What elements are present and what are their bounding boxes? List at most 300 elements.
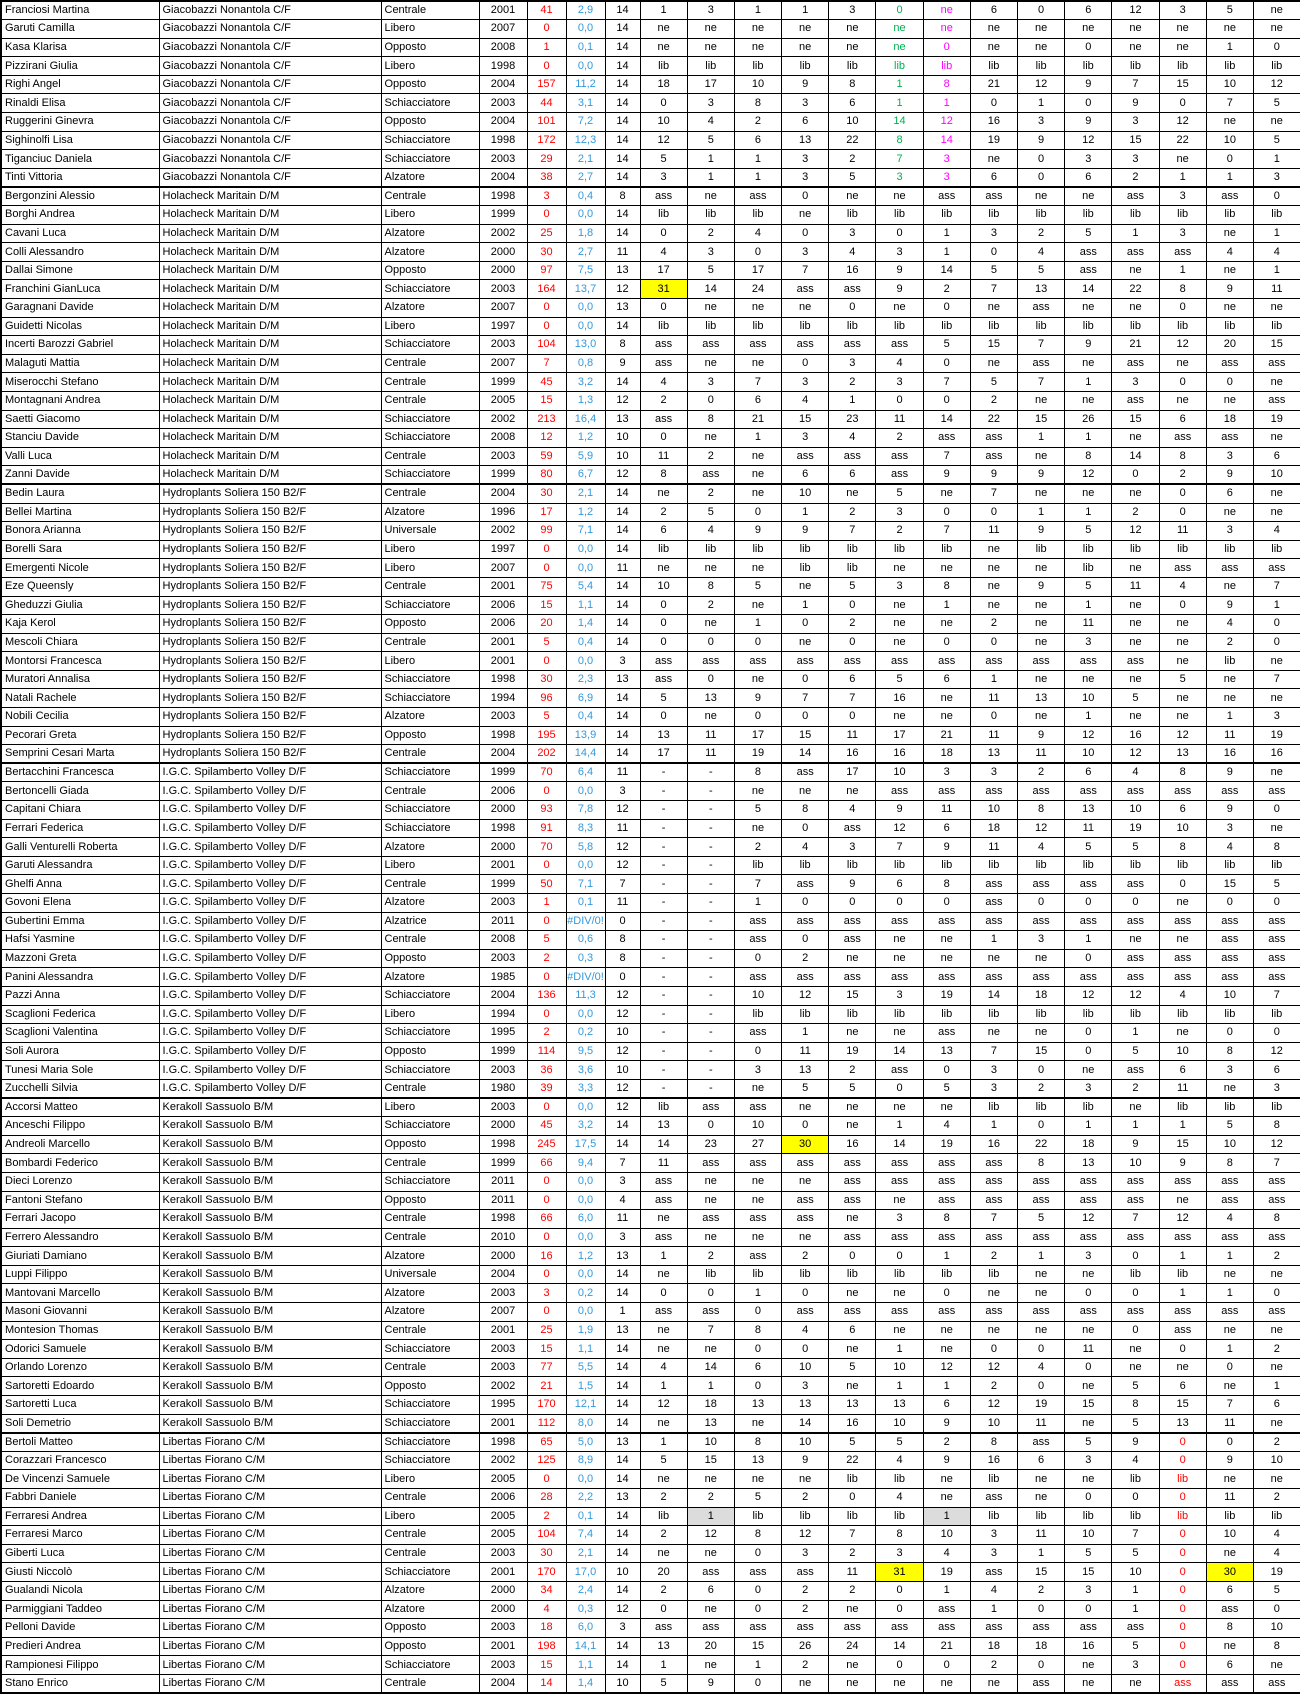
match-score-cell[interactable]: ass: [829, 1154, 876, 1173]
match-score-cell[interactable]: 0: [782, 615, 829, 634]
role-cell[interactable]: Centrale: [381, 1228, 479, 1247]
match-score-cell[interactable]: 8: [923, 1210, 970, 1229]
match-score-cell[interactable]: lib: [1112, 206, 1159, 225]
match-score-cell[interactable]: lib: [1018, 540, 1065, 559]
match-score-cell[interactable]: 19: [1253, 410, 1300, 429]
match-score-cell[interactable]: lib: [1159, 1265, 1206, 1284]
team-cell[interactable]: Giacobazzi Nonantola C/F: [159, 57, 381, 76]
match-score-cell[interactable]: 14: [876, 113, 923, 132]
games-played-cell[interactable]: 3: [605, 782, 640, 801]
match-score-cell[interactable]: ne: [1159, 894, 1206, 913]
match-score-cell[interactable]: ne: [1018, 596, 1065, 615]
match-score-cell[interactable]: ne: [1159, 615, 1206, 634]
match-score-cell[interactable]: ass: [829, 336, 876, 355]
match-score-cell[interactable]: ne: [640, 1340, 687, 1359]
match-score-cell[interactable]: ass: [1253, 391, 1300, 410]
match-score-cell[interactable]: 5: [1206, 1117, 1253, 1136]
match-score-cell[interactable]: 1: [1065, 373, 1112, 392]
average-points-cell[interactable]: 13,0: [566, 336, 605, 355]
match-score-cell[interactable]: ne: [687, 615, 734, 634]
match-score-cell[interactable]: 3: [876, 1544, 923, 1563]
player-name-cell[interactable]: Borghi Andrea: [1, 206, 159, 225]
player-name-cell[interactable]: Rinaldi Elisa: [1, 94, 159, 113]
match-score-cell[interactable]: 4: [687, 522, 734, 541]
match-score-cell[interactable]: 0: [1159, 1433, 1206, 1452]
role-cell[interactable]: Schiacciatore: [381, 1451, 479, 1470]
match-score-cell[interactable]: 0: [687, 1117, 734, 1136]
match-score-cell[interactable]: 1: [1253, 1377, 1300, 1396]
match-score-cell[interactable]: ass: [1206, 1600, 1253, 1619]
total-points-cell[interactable]: 0: [527, 782, 566, 801]
match-score-cell[interactable]: 15: [1018, 1042, 1065, 1061]
year-cell[interactable]: 2001: [479, 1321, 527, 1340]
average-points-cell[interactable]: #DIV/0!: [566, 912, 605, 931]
match-score-cell[interactable]: lib: [1159, 206, 1206, 225]
match-score-cell[interactable]: -: [687, 801, 734, 820]
role-cell[interactable]: Schiacciatore: [381, 429, 479, 448]
team-cell[interactable]: Hydroplants Soliera 150 B2/F: [159, 689, 381, 708]
match-score-cell[interactable]: 6: [1159, 1061, 1206, 1080]
match-score-cell[interactable]: 10: [970, 801, 1017, 820]
average-points-cell[interactable]: 9,4: [566, 1154, 605, 1173]
match-score-cell[interactable]: ass: [1159, 1303, 1206, 1322]
match-score-cell[interactable]: 3: [1112, 150, 1159, 169]
games-played-cell[interactable]: 14: [605, 1284, 640, 1303]
match-score-cell[interactable]: ne: [1018, 633, 1065, 652]
match-score-cell[interactable]: 16: [829, 1414, 876, 1433]
match-score-cell[interactable]: 2: [970, 1656, 1017, 1675]
match-score-cell[interactable]: ne: [829, 1284, 876, 1303]
match-score-cell[interactable]: 9: [1065, 113, 1112, 132]
total-points-cell[interactable]: 20: [527, 615, 566, 634]
match-score-cell[interactable]: 0: [1112, 1247, 1159, 1266]
match-score-cell[interactable]: 0: [734, 633, 781, 652]
match-score-cell[interactable]: ass: [1206, 1191, 1253, 1210]
match-score-cell[interactable]: 13: [640, 1637, 687, 1656]
team-cell[interactable]: Libertas Fiorano C/M: [159, 1470, 381, 1489]
average-points-cell[interactable]: 0,0: [566, 1265, 605, 1284]
games-played-cell[interactable]: 12: [605, 1098, 640, 1117]
match-score-cell[interactable]: 2: [1018, 1079, 1065, 1098]
match-score-cell[interactable]: ass: [1206, 1303, 1253, 1322]
match-score-cell[interactable]: ass: [829, 1303, 876, 1322]
match-score-cell[interactable]: lib: [734, 206, 781, 225]
match-score-cell[interactable]: ne: [1206, 261, 1253, 280]
match-score-cell[interactable]: ass: [734, 1247, 781, 1266]
team-cell[interactable]: Holacheck Maritain D/M: [159, 187, 381, 206]
match-score-cell[interactable]: ne: [1159, 150, 1206, 169]
match-score-cell[interactable]: lib: [1065, 317, 1112, 336]
match-score-cell[interactable]: ass: [1206, 782, 1253, 801]
role-cell[interactable]: Schiacciatore: [381, 410, 479, 429]
role-cell[interactable]: Libero: [381, 1098, 479, 1117]
match-score-cell[interactable]: ne: [734, 559, 781, 578]
match-score-cell[interactable]: -: [687, 1005, 734, 1024]
match-score-cell[interactable]: 16: [829, 1135, 876, 1154]
team-cell[interactable]: Holacheck Maritain D/M: [159, 410, 381, 429]
match-score-cell[interactable]: 1: [970, 931, 1017, 950]
player-name-cell[interactable]: Rampionesi Filippo: [1, 1656, 159, 1675]
match-score-cell[interactable]: ne: [1018, 708, 1065, 727]
year-cell[interactable]: 1995: [479, 1396, 527, 1415]
year-cell[interactable]: 2003: [479, 1544, 527, 1563]
match-score-cell[interactable]: lib: [640, 317, 687, 336]
match-score-cell[interactable]: 16: [829, 261, 876, 280]
year-cell[interactable]: 2002: [479, 224, 527, 243]
match-score-cell[interactable]: ne: [1253, 113, 1300, 132]
match-score-cell[interactable]: ass: [1206, 354, 1253, 373]
match-score-cell[interactable]: 9: [1206, 1451, 1253, 1470]
player-name-cell[interactable]: Andreoli Marcello: [1, 1135, 159, 1154]
match-score-cell[interactable]: 2: [923, 280, 970, 299]
match-score-cell[interactable]: 4: [640, 1358, 687, 1377]
match-score-cell[interactable]: 5: [1065, 1433, 1112, 1452]
average-points-cell[interactable]: 1,5: [566, 1377, 605, 1396]
match-score-cell[interactable]: 5: [1253, 94, 1300, 113]
match-score-cell[interactable]: 0: [829, 708, 876, 727]
match-score-cell[interactable]: 1: [734, 615, 781, 634]
match-score-cell[interactable]: lib: [829, 317, 876, 336]
match-score-cell[interactable]: 9: [1065, 336, 1112, 355]
match-score-cell[interactable]: lib: [1206, 1507, 1253, 1526]
match-score-cell[interactable]: 8: [970, 1433, 1017, 1452]
match-score-cell[interactable]: lib: [1206, 317, 1253, 336]
match-score-cell[interactable]: 13: [687, 689, 734, 708]
match-score-cell[interactable]: 11: [970, 838, 1017, 857]
match-score-cell[interactable]: ne: [1159, 20, 1206, 39]
match-score-cell[interactable]: 5: [1159, 670, 1206, 689]
match-score-cell[interactable]: ass: [1112, 1061, 1159, 1080]
match-score-cell[interactable]: ne: [1065, 1414, 1112, 1433]
match-score-cell[interactable]: 0: [1253, 615, 1300, 634]
match-score-cell[interactable]: lib: [782, 856, 829, 875]
match-score-cell[interactable]: lib: [1065, 540, 1112, 559]
match-score-cell[interactable]: -: [687, 912, 734, 931]
match-score-cell[interactable]: lib: [829, 856, 876, 875]
games-played-cell[interactable]: 12: [605, 838, 640, 857]
match-score-cell[interactable]: ne: [1253, 484, 1300, 503]
match-score-cell[interactable]: ass: [1206, 187, 1253, 206]
games-played-cell[interactable]: 14: [605, 224, 640, 243]
match-score-cell[interactable]: 0: [1159, 1544, 1206, 1563]
team-cell[interactable]: Hydroplants Soliera 150 B2/F: [159, 615, 381, 634]
match-score-cell[interactable]: 9: [734, 689, 781, 708]
match-score-cell[interactable]: 0: [782, 894, 829, 913]
match-score-cell[interactable]: 11: [1018, 1526, 1065, 1545]
match-score-cell[interactable]: 8: [1018, 1154, 1065, 1173]
match-score-cell[interactable]: 2: [782, 1581, 829, 1600]
games-played-cell[interactable]: 13: [605, 410, 640, 429]
match-score-cell[interactable]: ass: [1253, 949, 1300, 968]
team-cell[interactable]: Libertas Fiorano C/M: [159, 1544, 381, 1563]
team-cell[interactable]: Holacheck Maritain D/M: [159, 317, 381, 336]
match-score-cell[interactable]: ne: [1018, 38, 1065, 57]
team-cell[interactable]: Kerakoll Sassuolo B/M: [159, 1284, 381, 1303]
match-score-cell[interactable]: 12: [782, 1526, 829, 1545]
match-score-cell[interactable]: lib: [734, 317, 781, 336]
match-score-cell[interactable]: 5: [687, 503, 734, 522]
match-score-cell[interactable]: ass: [1253, 1674, 1300, 1693]
average-points-cell[interactable]: 8,9: [566, 1451, 605, 1470]
match-score-cell[interactable]: ne: [687, 354, 734, 373]
player-name-cell[interactable]: Sartoretti Edoardo: [1, 1377, 159, 1396]
match-score-cell[interactable]: 5: [1112, 689, 1159, 708]
match-score-cell[interactable]: 10: [1206, 986, 1253, 1005]
match-score-cell[interactable]: 0: [829, 894, 876, 913]
match-score-cell[interactable]: ne: [923, 559, 970, 578]
match-score-cell[interactable]: 5: [734, 577, 781, 596]
match-score-cell[interactable]: 14: [687, 1358, 734, 1377]
match-score-cell[interactable]: 15: [1159, 75, 1206, 94]
match-score-cell[interactable]: 0: [829, 1489, 876, 1508]
games-played-cell[interactable]: 14: [605, 708, 640, 727]
match-score-cell[interactable]: 7: [1018, 336, 1065, 355]
match-score-cell[interactable]: ass: [1065, 261, 1112, 280]
match-score-cell[interactable]: ass: [734, 652, 781, 671]
role-cell[interactable]: Centrale: [381, 931, 479, 950]
match-score-cell[interactable]: 3: [1253, 1079, 1300, 1098]
match-score-cell[interactable]: ne: [923, 689, 970, 708]
games-played-cell[interactable]: 14: [605, 1656, 640, 1675]
role-cell[interactable]: Centrale: [381, 354, 479, 373]
match-score-cell[interactable]: ass: [640, 410, 687, 429]
average-points-cell[interactable]: 7,5: [566, 261, 605, 280]
match-score-cell[interactable]: ne: [970, 20, 1017, 39]
match-score-cell[interactable]: 9: [1206, 280, 1253, 299]
games-played-cell[interactable]: 14: [605, 317, 640, 336]
match-score-cell[interactable]: ne: [1159, 633, 1206, 652]
match-score-cell[interactable]: ne: [782, 1172, 829, 1191]
games-played-cell[interactable]: 3: [605, 1228, 640, 1247]
year-cell[interactable]: 2003: [479, 949, 527, 968]
match-score-cell[interactable]: 16: [1065, 1637, 1112, 1656]
match-score-cell[interactable]: 13: [1159, 1414, 1206, 1433]
match-score-cell[interactable]: 5: [640, 1674, 687, 1693]
match-score-cell[interactable]: lib: [829, 1265, 876, 1284]
match-score-cell[interactable]: 14: [876, 1637, 923, 1656]
match-score-cell[interactable]: 11: [1065, 615, 1112, 634]
match-score-cell[interactable]: 14: [923, 410, 970, 429]
match-score-cell[interactable]: 13: [923, 1042, 970, 1061]
role-cell[interactable]: Opposto: [381, 38, 479, 57]
total-points-cell[interactable]: 25: [527, 224, 566, 243]
average-points-cell[interactable]: 7,2: [566, 113, 605, 132]
role-cell[interactable]: Schiacciatore: [381, 1024, 479, 1043]
match-score-cell[interactable]: 13: [1065, 801, 1112, 820]
games-played-cell[interactable]: 8: [605, 949, 640, 968]
games-played-cell[interactable]: 14: [605, 726, 640, 745]
match-score-cell[interactable]: ne: [876, 1674, 923, 1693]
match-score-cell[interactable]: ne: [782, 1470, 829, 1489]
match-score-cell[interactable]: 15: [970, 336, 1017, 355]
match-score-cell[interactable]: ass: [734, 187, 781, 206]
match-score-cell[interactable]: lib: [1159, 1470, 1206, 1489]
average-points-cell[interactable]: 2,2: [566, 1489, 605, 1508]
match-score-cell[interactable]: 3: [782, 1544, 829, 1563]
match-score-cell[interactable]: ne: [734, 596, 781, 615]
match-score-cell[interactable]: lib: [687, 57, 734, 76]
match-score-cell[interactable]: 15: [1018, 1563, 1065, 1582]
team-cell[interactable]: Giacobazzi Nonantola C/F: [159, 131, 381, 150]
total-points-cell[interactable]: 91: [527, 819, 566, 838]
match-score-cell[interactable]: 9: [1206, 596, 1253, 615]
match-score-cell[interactable]: 15: [1253, 336, 1300, 355]
player-name-cell[interactable]: Stano Enrico: [1, 1674, 159, 1693]
total-points-cell[interactable]: 0: [527, 856, 566, 875]
match-score-cell[interactable]: 0: [1159, 596, 1206, 615]
match-score-cell[interactable]: ne: [970, 559, 1017, 578]
team-cell[interactable]: Libertas Fiorano C/M: [159, 1489, 381, 1508]
match-score-cell[interactable]: ne: [782, 20, 829, 39]
match-score-cell[interactable]: 2: [1253, 1340, 1300, 1359]
match-score-cell[interactable]: 22: [829, 131, 876, 150]
total-points-cell[interactable]: 0: [527, 1265, 566, 1284]
player-name-cell[interactable]: Gualandi Nicola: [1, 1581, 159, 1600]
match-score-cell[interactable]: -: [640, 875, 687, 894]
match-score-cell[interactable]: 9: [1206, 466, 1253, 485]
match-score-cell[interactable]: 21: [923, 726, 970, 745]
match-score-cell[interactable]: ne: [1112, 1674, 1159, 1693]
match-score-cell[interactable]: 3: [876, 577, 923, 596]
match-score-cell[interactable]: lib: [1065, 856, 1112, 875]
match-score-cell[interactable]: -: [640, 1005, 687, 1024]
match-score-cell[interactable]: 9: [1018, 577, 1065, 596]
match-score-cell[interactable]: lib: [1159, 57, 1206, 76]
match-score-cell[interactable]: 3: [970, 1544, 1017, 1563]
match-score-cell[interactable]: 8: [829, 75, 876, 94]
match-score-cell[interactable]: 0: [829, 1247, 876, 1266]
match-score-cell[interactable]: 30: [782, 1135, 829, 1154]
match-score-cell[interactable]: 18: [970, 819, 1017, 838]
match-score-cell[interactable]: 17: [876, 726, 923, 745]
match-score-cell[interactable]: 6: [923, 1396, 970, 1415]
match-score-cell[interactable]: 4: [1112, 1451, 1159, 1470]
player-name-cell[interactable]: Fabbri Daniele: [1, 1489, 159, 1508]
match-score-cell[interactable]: 18: [1065, 1135, 1112, 1154]
match-score-cell[interactable]: 1: [923, 243, 970, 262]
match-score-cell[interactable]: 0: [970, 708, 1017, 727]
player-name-cell[interactable]: Bonora Arianna: [1, 522, 159, 541]
team-cell[interactable]: Kerakoll Sassuolo B/M: [159, 1228, 381, 1247]
player-name-cell[interactable]: Accorsi Matteo: [1, 1098, 159, 1117]
match-score-cell[interactable]: 23: [829, 410, 876, 429]
match-score-cell[interactable]: 14: [782, 745, 829, 764]
match-score-cell[interactable]: 16: [876, 745, 923, 764]
match-score-cell[interactable]: 11: [829, 1563, 876, 1582]
games-played-cell[interactable]: 14: [605, 633, 640, 652]
match-score-cell[interactable]: 0: [829, 633, 876, 652]
match-score-cell[interactable]: lib: [1206, 206, 1253, 225]
average-points-cell[interactable]: 12,3: [566, 131, 605, 150]
match-score-cell[interactable]: 12: [923, 113, 970, 132]
player-name-cell[interactable]: Semprini Cesari Marta: [1, 745, 159, 764]
match-score-cell[interactable]: lib: [1018, 856, 1065, 875]
match-score-cell[interactable]: ne: [1018, 20, 1065, 39]
average-points-cell[interactable]: 12,1: [566, 1396, 605, 1415]
match-score-cell[interactable]: ne: [829, 187, 876, 206]
match-score-cell[interactable]: ne: [923, 1098, 970, 1117]
match-score-cell[interactable]: ne: [1206, 1321, 1253, 1340]
year-cell[interactable]: 1998: [479, 670, 527, 689]
match-score-cell[interactable]: ne: [1018, 1265, 1065, 1284]
match-score-cell[interactable]: ass: [734, 931, 781, 950]
match-score-cell[interactable]: 0: [1018, 894, 1065, 913]
match-score-cell[interactable]: 0: [1065, 1358, 1112, 1377]
average-points-cell[interactable]: 0,1: [566, 1507, 605, 1526]
match-score-cell[interactable]: lib: [640, 1507, 687, 1526]
match-score-cell[interactable]: 1: [782, 1024, 829, 1043]
total-points-cell[interactable]: 213: [527, 410, 566, 429]
role-cell[interactable]: Opposto: [381, 949, 479, 968]
match-score-cell[interactable]: 0: [782, 1117, 829, 1136]
average-points-cell[interactable]: 5,4: [566, 577, 605, 596]
player-name-cell[interactable]: Bedin Laura: [1, 484, 159, 503]
match-score-cell[interactable]: 12: [1159, 1210, 1206, 1229]
match-score-cell[interactable]: 0: [1112, 1321, 1159, 1340]
match-score-cell[interactable]: -: [687, 949, 734, 968]
match-score-cell[interactable]: 8: [1159, 447, 1206, 466]
match-score-cell[interactable]: 0: [1159, 1451, 1206, 1470]
match-score-cell[interactable]: 3: [782, 243, 829, 262]
match-score-cell[interactable]: 9: [876, 280, 923, 299]
match-score-cell[interactable]: 5: [1253, 875, 1300, 894]
match-score-cell[interactable]: 1: [876, 1377, 923, 1396]
match-score-cell[interactable]: ass: [1065, 1619, 1112, 1638]
player-name-cell[interactable]: Govoni Elena: [1, 894, 159, 913]
match-score-cell[interactable]: 0: [1065, 1489, 1112, 1508]
match-score-cell[interactable]: 0: [1018, 1, 1065, 20]
match-score-cell[interactable]: ne: [829, 1098, 876, 1117]
match-score-cell[interactable]: 0: [970, 94, 1017, 113]
match-score-cell[interactable]: 3: [923, 763, 970, 782]
match-score-cell[interactable]: 0: [1206, 1358, 1253, 1377]
player-name-cell[interactable]: Saetti Giacomo: [1, 410, 159, 429]
year-cell[interactable]: 2000: [479, 1117, 527, 1136]
match-score-cell[interactable]: 0: [876, 894, 923, 913]
total-points-cell[interactable]: 29: [527, 150, 566, 169]
match-score-cell[interactable]: ne: [782, 1098, 829, 1117]
match-score-cell[interactable]: 6: [734, 391, 781, 410]
total-points-cell[interactable]: 0: [527, 20, 566, 39]
match-score-cell[interactable]: ass: [970, 652, 1017, 671]
role-cell[interactable]: Libero: [381, 206, 479, 225]
match-score-cell[interactable]: ass: [1206, 559, 1253, 578]
match-score-cell[interactable]: 2: [923, 1433, 970, 1452]
match-score-cell[interactable]: 7: [782, 689, 829, 708]
match-score-cell[interactable]: ass: [923, 1154, 970, 1173]
total-points-cell[interactable]: 70: [527, 838, 566, 857]
match-score-cell[interactable]: -: [640, 1024, 687, 1043]
match-score-cell[interactable]: ne: [876, 615, 923, 634]
match-score-cell[interactable]: 3: [923, 150, 970, 169]
match-score-cell[interactable]: 4: [1253, 1544, 1300, 1563]
match-score-cell[interactable]: 0: [782, 1284, 829, 1303]
average-points-cell[interactable]: 6,0: [566, 1210, 605, 1229]
match-score-cell[interactable]: 0: [970, 243, 1017, 262]
match-score-cell[interactable]: 16: [876, 689, 923, 708]
match-score-cell[interactable]: 5: [970, 261, 1017, 280]
match-score-cell[interactable]: 14: [1065, 280, 1112, 299]
match-score-cell[interactable]: ne: [1112, 20, 1159, 39]
match-score-cell[interactable]: 3: [1253, 708, 1300, 727]
match-score-cell[interactable]: 4: [923, 1117, 970, 1136]
match-score-cell[interactable]: lib: [640, 540, 687, 559]
role-cell[interactable]: Opposto: [381, 615, 479, 634]
year-cell[interactable]: 2003: [479, 150, 527, 169]
games-played-cell[interactable]: 11: [605, 819, 640, 838]
match-score-cell[interactable]: 0: [734, 708, 781, 727]
match-score-cell[interactable]: ass: [1112, 391, 1159, 410]
